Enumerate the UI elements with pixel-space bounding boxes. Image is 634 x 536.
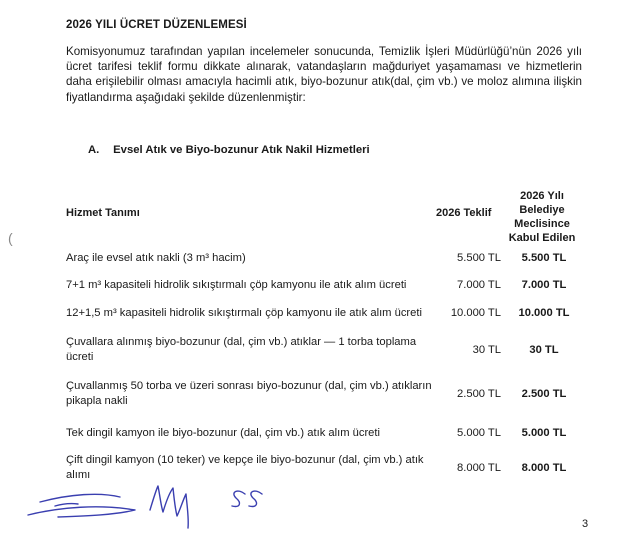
row-service-name: Tek dingil kamyon ile biyo-bozunur (dal, çim vb.) atık alım ücreti [66, 427, 380, 439]
row-teklif: 7.000 TL [457, 279, 501, 291]
header-meclis-line: Meclisince [514, 218, 570, 230]
section-title: Evsel Atık ve Biyo-bozunur Atık Nakil Hizmetleri [113, 144, 370, 156]
signatures [0, 470, 330, 536]
page-title: 2026 YILI ÜCRET DÜZENLEMESİ [66, 19, 247, 31]
row-teklif: 10.000 TL [450, 307, 501, 319]
row-kabul: 30 TL [529, 344, 559, 356]
signature-1 [28, 494, 135, 517]
row-teklif: 5.000 TL [457, 427, 501, 439]
row-kabul: 2.500 TL [521, 388, 567, 400]
page-number: 3 [582, 518, 589, 530]
section-heading [88, 144, 370, 156]
row-service-name: Çuvallanmış 50 torba ve üzeri sonrası biyo-bozunur (dal, çim vb.) atıkların pikapla nakli [66, 380, 432, 407]
header-meclis-line: 2026 Yılı [520, 190, 564, 202]
signature-2 [150, 486, 188, 528]
row-service-name: Araç ile evsel atık nakli (3 m³ hacim) [66, 252, 246, 264]
row-service-name: Çift dingil kamyon (10 teker) ve kepçe ile biyo-bozunur (dal, çim vb.) atık alımı [66, 454, 424, 481]
signature-3 [232, 491, 262, 506]
intro-paragraph: Komisyonumuz tarafından yapılan incelemeler sonucunda, Temizlik İşleri Müdürlüğü’nün 2026 yılı ücret tarifesi teklif formu dikkate alınarak, vatandaşların mağduriyet yaşamaması ve hizmetlerin daha erişilebilir olması amacıyla hacimli atık, biyo-bozunur atık(dal, çim vb.) ve moloz alımına ilişkin fiyatlandırma aşağıdaki şekilde düzenlenmiştir: [66, 45, 582, 104]
row-kabul: 5.500 TL [521, 252, 567, 264]
row-teklif: 30 TL [472, 344, 501, 356]
row-teklif: 5.500 TL [457, 252, 501, 264]
row-kabul: 8.000 TL [521, 462, 567, 474]
header-meclis-line: Kabul Edilen [508, 232, 576, 244]
row-teklif: 2.500 TL [457, 388, 501, 400]
header-2026-teklif: 2026 Teklif [436, 207, 492, 219]
header-meclis-kabul [503, 189, 581, 245]
row-service-name: Çuvallara alınmış biyo-bozunur (dal, çim vb.) atıklar — 1 torba toplama ücreti [66, 336, 417, 363]
row-kabul: 5.000 TL [521, 427, 567, 439]
row-kabul: 7.000 TL [521, 279, 567, 291]
margin-mark: ( [8, 230, 13, 246]
section-label: A. [88, 144, 100, 156]
header-meclis-line: Belediye [519, 204, 565, 216]
row-teklif: 8.000 TL [457, 462, 501, 474]
row-service-name: 7+1 m³ kapasiteli hidrolik sıkıştırmalı çöp kamyonu ile atık alım ücreti [66, 279, 407, 291]
row-kabul: 10.000 TL [518, 307, 570, 319]
row-service-name: 12+1,5 m³ kapasiteli hidrolik sıkıştırmalı çöp kamyonu ile atık alım ücreti [66, 307, 422, 319]
header-service-name: Hizmet Tanımı [66, 207, 140, 219]
